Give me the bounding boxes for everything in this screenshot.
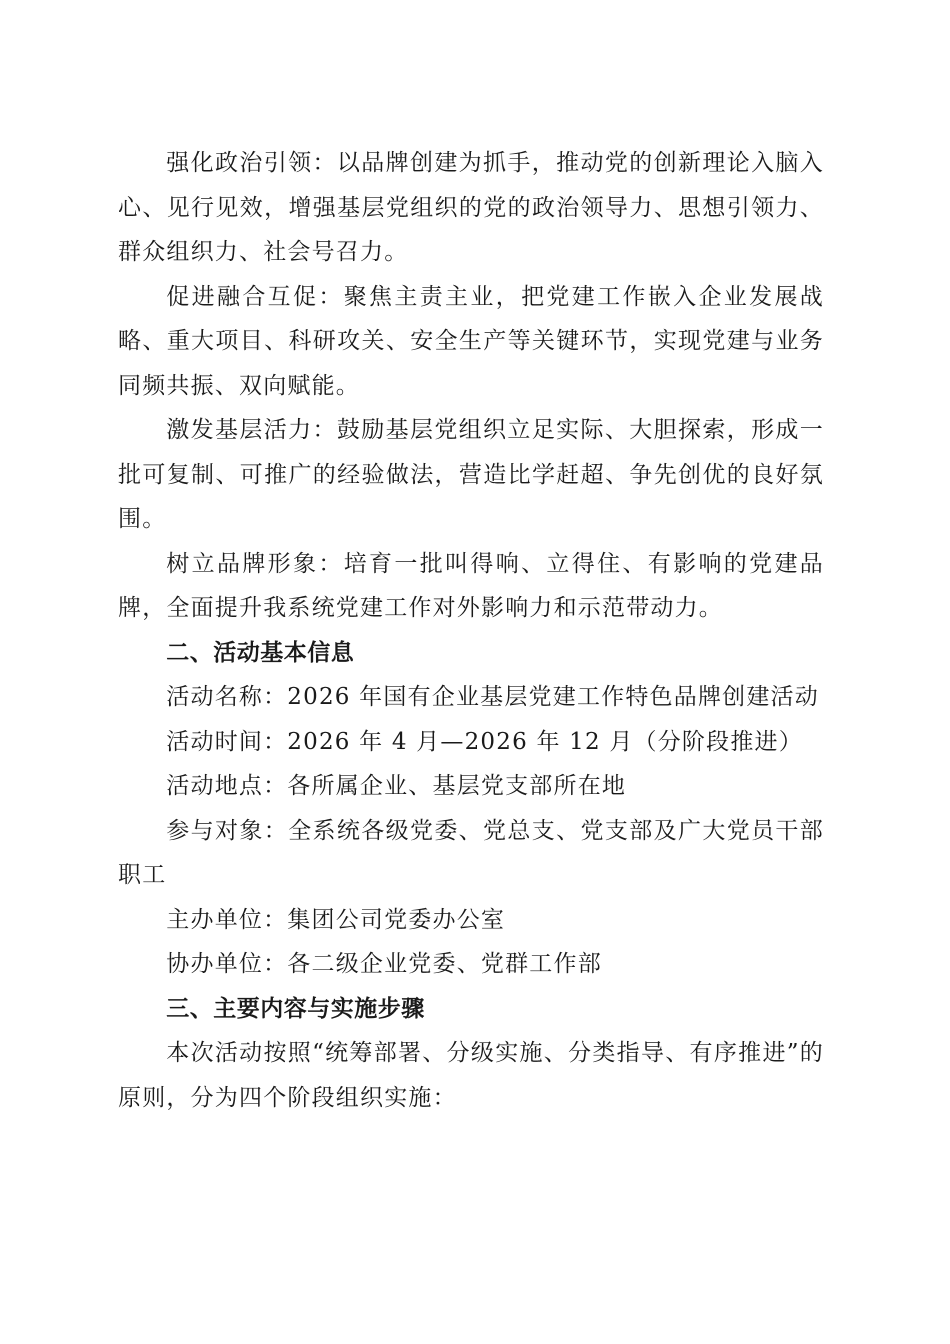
goal-text: 培育一批叫得响、立得住、有影响的党建品牌，全面提升我系统党建工作对外影响力和示范带动力。 [118,550,824,621]
field-label: 活动地点： [166,773,288,799]
goal-label: 激发基层活力： [166,417,337,443]
section3-intro-paragraph: 本次活动按照“统筹部署、分级实施、分类指导、有序推进”的原则，分为四个阶段组织实施： [118,1040,824,1111]
field-value: 2026 年国有企业基层党建工作特色品牌创建活动 [287,684,819,710]
field-label: 活动时间： [166,728,288,755]
goal-label: 强化政治引领： [166,150,337,176]
goal-text: 以品牌创建为抓手，推动党的创新理论入脑入心、见行见效，增强基层党组织的党的政治领导力、思想引领力、群众组织力、社会号召力。 [118,150,824,265]
field-label: 协办单位： [166,951,288,977]
goal-paragraph-brand-image [118,542,824,631]
section-heading-basic-info: 二、活动基本信息 [166,639,355,666]
document-page [118,141,824,1120]
info-field-participants [118,809,824,898]
info-field-host [118,898,824,943]
section-heading-content-steps: 三、主要内容与实施步骤 [166,995,425,1022]
goal-label: 树立品牌形象： [166,550,344,577]
field-label: 活动名称： [166,684,288,710]
goal-text: 鼓励基层党组织立足实际、大胆探索，形成一批可复制、可推广的经验做法，营造比学赶超、争先创优的良好氛围。 [118,417,824,532]
info-field-co-host [118,942,824,987]
info-field-activity-location [118,764,824,809]
goal-paragraph-vitality [118,408,824,542]
info-field-activity-name [118,675,824,720]
field-value: 各所属企业、基层党支部所在地 [287,773,627,799]
field-value: 集团公司党委办公室 [287,906,506,933]
field-value: 2026 年 4 月—2026 年 12 月（分阶段推进） [287,728,803,755]
field-value: 全系统各级党委、党总支、党支部及广大党员干部职工 [118,817,824,888]
goal-paragraph-political-leadership [118,141,824,275]
field-value: 各二级企业党委、党群工作部 [287,951,602,977]
field-label: 参与对象： [166,817,289,844]
info-field-activity-time [118,720,824,765]
goal-text: 聚焦主责主业，把党建工作嵌入企业发展战略、重大项目、科研攻关、安全生产等关键环节，实现党建与业务同频共振、双向赋能。 [118,283,824,399]
field-label: 主办单位： [166,906,288,933]
goal-label: 促进融合互促： [166,283,344,310]
goal-paragraph-integration [118,275,824,409]
